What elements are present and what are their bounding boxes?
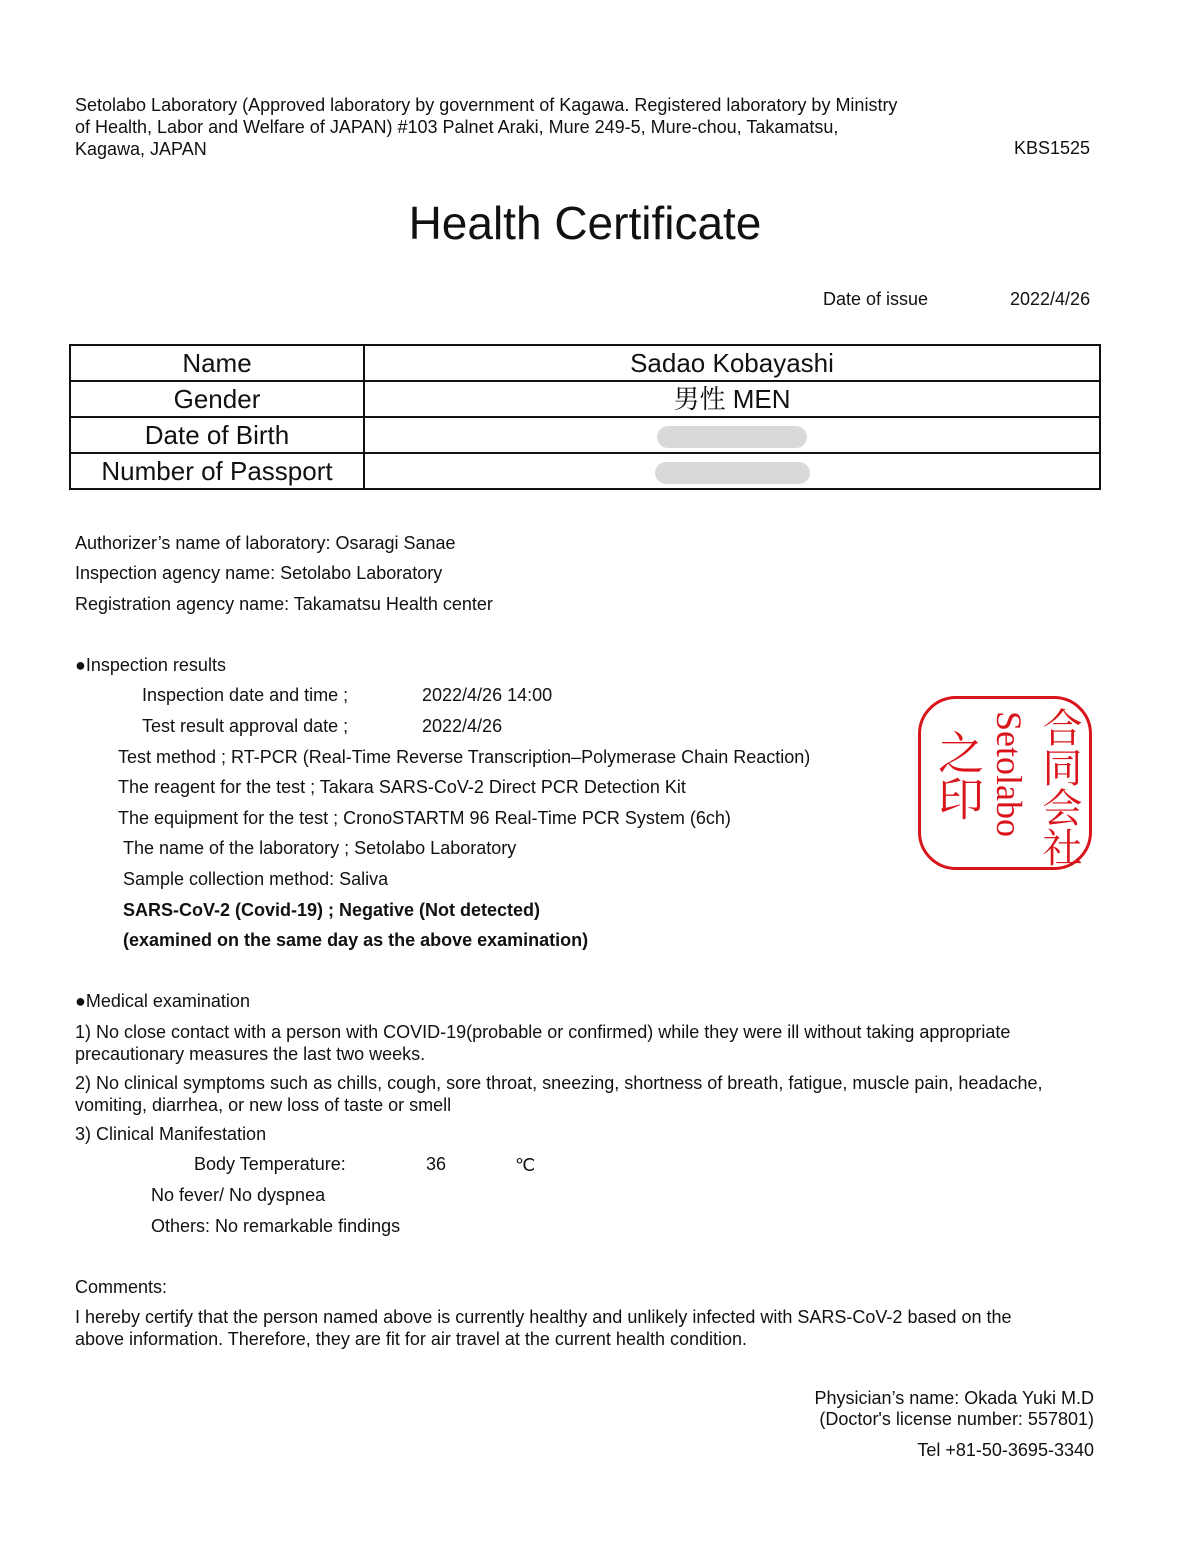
redacted-block bbox=[657, 426, 807, 448]
comments-body bbox=[75, 1306, 1012, 1350]
body-temperature-label: Body Temperature: bbox=[194, 1154, 346, 1174]
name-label: Name bbox=[70, 345, 364, 381]
doctor-license: (Doctor's license number: 557801) bbox=[819, 1409, 1094, 1429]
comments-line: above information. Therefore, they are fit for air travel at the current health condition. bbox=[75, 1329, 748, 1349]
physician-name: Physician’s name: Okada Yuki M.D bbox=[814, 1388, 1094, 1408]
medical-item-line: 1) No close contact with a person with COVID-19(probable or confirmed) while they were ill without taking appropriate bbox=[75, 1022, 1011, 1042]
inspection-datetime-label: Inspection date and time ; bbox=[142, 685, 349, 705]
birth-date-value bbox=[364, 417, 1100, 453]
test-equipment: The equipment for the test ; CronoSTARTM 96 Real-Time PCR System (6ch) bbox=[118, 808, 731, 828]
address-line: of Health, Labor and Welfare of JAPAN) #103 Palnet Araki, Mure 249-5, Mure-chou, Takamatsu, bbox=[75, 117, 839, 137]
inspection-agency: Inspection agency name: Setolabo Laboratory bbox=[75, 563, 443, 583]
medical-item-2 bbox=[75, 1072, 1043, 1116]
birth-date-label: Date of Birth bbox=[70, 417, 364, 453]
approval-date-label: Test result approval date ; bbox=[142, 716, 349, 736]
laboratory-name: The name of the laboratory ; Setolabo Laboratory bbox=[123, 838, 517, 858]
address-line: Kagawa, JAPAN bbox=[75, 139, 207, 159]
test-reagent: The reagent for the test ; Takara SARS-CoV-2 Direct PCR Detection Kit bbox=[118, 777, 686, 797]
seal-text-mark: 之印 bbox=[931, 729, 985, 821]
medical-item-3: 3) Clinical Manifestation bbox=[75, 1124, 267, 1144]
page-title: Health Certificate bbox=[408, 197, 762, 249]
fever-status: No fever/ No dyspnea bbox=[151, 1185, 326, 1205]
document-code: KBS1525 bbox=[1014, 138, 1091, 158]
personal-info-table bbox=[69, 344, 1101, 490]
medical-item-line: vomiting, diarrhea, or new loss of taste or smell bbox=[75, 1095, 452, 1115]
passport-value bbox=[364, 453, 1100, 489]
body-temperature-value: 36 bbox=[426, 1154, 447, 1174]
authorizer-name: Authorizer’s name of laboratory: Osaragi Sanae bbox=[75, 533, 456, 553]
phone-number: Tel +81-50-3695-3340 bbox=[917, 1440, 1094, 1460]
gender-value: 男性 MEN bbox=[364, 381, 1100, 417]
test-result: SARS-CoV-2 (Covid-19) ; Negative (Not detected) bbox=[123, 900, 541, 920]
comments-line: I hereby certify that the person named above is currently healthy and unlikely infected with SARS-CoV-2 based on the bbox=[75, 1307, 1012, 1327]
inspection-datetime-value: 2022/4/26 14:00 bbox=[422, 685, 553, 705]
table-row bbox=[70, 453, 1100, 489]
inspection-heading: ●Inspection results bbox=[75, 655, 226, 675]
redacted-block bbox=[655, 462, 810, 484]
issue-date-label: Date of issue bbox=[823, 289, 929, 309]
test-method: Test method ; RT-PCR (Real-Time Reverse Transcription–Polymerase Chain Reaction) bbox=[118, 747, 811, 767]
approval-date-value: 2022/4/26 bbox=[422, 716, 503, 736]
medical-item-line: precautionary measures the last two weeks. bbox=[75, 1044, 426, 1064]
table-row bbox=[70, 381, 1100, 417]
name-value: Sadao Kobayashi bbox=[364, 345, 1100, 381]
issue-date-value: 2022/4/26 bbox=[1010, 289, 1091, 309]
medical-heading: ●Medical examination bbox=[75, 991, 250, 1011]
laboratory-address bbox=[75, 94, 975, 160]
table-row bbox=[70, 345, 1100, 381]
seal-text-name: Setolabo bbox=[989, 711, 1029, 837]
seal-text-company: 合同会社 bbox=[1036, 707, 1082, 867]
gender-label: Gender bbox=[70, 381, 364, 417]
address-line: Setolabo Laboratory (Approved laboratory by government of Kagawa. Registered laboratory by Ministry bbox=[75, 95, 898, 115]
sample-method: Sample collection method: Saliva bbox=[123, 869, 389, 889]
passport-label: Number of Passport bbox=[70, 453, 364, 489]
registration-agency: Registration agency name: Takamatsu Health center bbox=[75, 594, 493, 614]
test-result-note: (examined on the same day as the above examination) bbox=[123, 930, 589, 950]
medical-item-line: 2) No clinical symptoms such as chills, cough, sore throat, sneezing, shortness of breath, fatigue, muscle pain, headache, bbox=[75, 1073, 1043, 1093]
medical-item-1 bbox=[75, 1021, 1010, 1065]
comments-heading: Comments: bbox=[75, 1277, 168, 1297]
table-row bbox=[70, 417, 1100, 453]
body-temperature-unit: ℃ bbox=[515, 1155, 536, 1175]
other-findings: Others: No remarkable findings bbox=[151, 1216, 401, 1236]
company-seal bbox=[918, 696, 1092, 870]
